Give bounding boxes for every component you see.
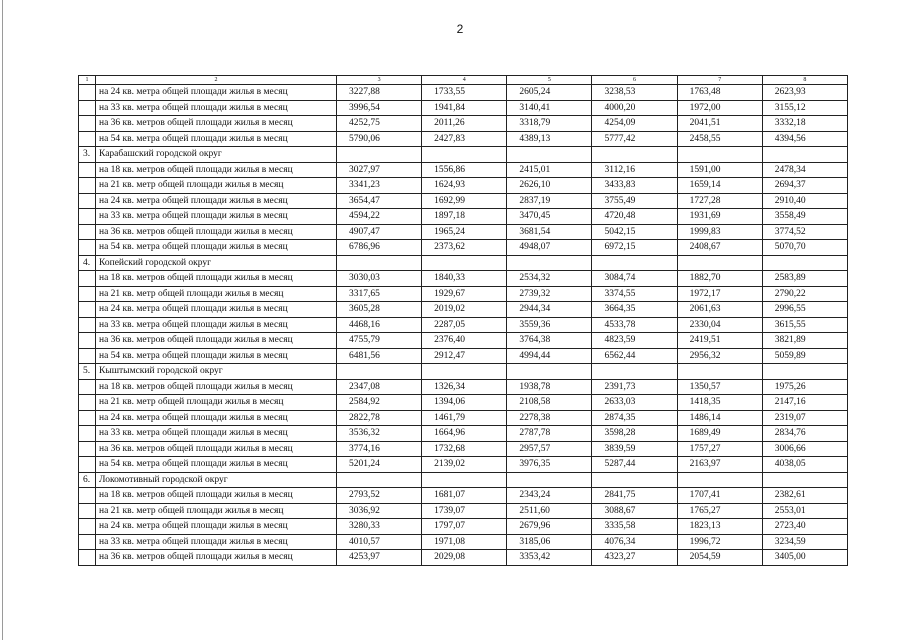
value-cell: 6562,44 — [592, 348, 677, 364]
row-number-cell — [79, 85, 96, 101]
section-title: Копейский городской округ — [96, 255, 337, 271]
value-cell: 2347,08 — [337, 379, 422, 395]
value-cell: 5059,89 — [762, 348, 847, 364]
empty-cell — [592, 147, 677, 163]
value-cell: 2694,37 — [762, 178, 847, 194]
value-cell: 2822,78 — [337, 410, 422, 426]
value-cell: 1823,13 — [677, 519, 762, 535]
value-cell: 2376,40 — [422, 333, 507, 349]
column-number-cell: 5 — [507, 76, 592, 85]
row-number-cell — [79, 550, 96, 566]
row-label: на 18 кв. метров общей площади жилья в месяц — [96, 488, 337, 504]
value-cell: 5790,06 — [337, 131, 422, 147]
empty-cell — [337, 255, 422, 271]
row-label: на 33 кв. метра общей площади жилья в месяц — [96, 317, 337, 333]
table-row — [79, 550, 848, 566]
value-cell: 4323,27 — [592, 550, 677, 566]
row-label: на 54 кв. метра общей площади жилья в месяц — [96, 131, 337, 147]
row-label: на 21 кв. метр общей площади жилья в месяц — [96, 395, 337, 411]
row-label: на 21 кв. метр общей площади жилья в месяц — [96, 286, 337, 302]
value-cell: 2723,40 — [762, 519, 847, 535]
table-row — [79, 379, 848, 395]
value-cell: 1941,84 — [422, 100, 507, 116]
empty-cell — [762, 147, 847, 163]
row-number-cell — [79, 240, 96, 256]
table-row — [79, 85, 848, 101]
row-number-cell — [79, 224, 96, 240]
row-label: на 54 кв. метра общей площади жилья в месяц — [96, 457, 337, 473]
row-number-cell — [79, 162, 96, 178]
column-number-cell: 2 — [96, 76, 337, 85]
value-cell: 3112,16 — [592, 162, 677, 178]
empty-cell — [337, 147, 422, 163]
row-number-cell — [79, 286, 96, 302]
row-number-cell — [79, 333, 96, 349]
row-number-cell — [79, 131, 96, 147]
value-cell: 3605,28 — [337, 302, 422, 318]
row-number-cell — [79, 178, 96, 194]
row-number-cell — [79, 534, 96, 550]
empty-cell — [677, 364, 762, 380]
value-cell: 3088,67 — [592, 503, 677, 519]
value-cell: 3433,83 — [592, 178, 677, 194]
column-number-header — [79, 76, 848, 85]
value-cell: 1659,14 — [677, 178, 762, 194]
row-label: на 24 кв. метра общей площади жилья в месяц — [96, 193, 337, 209]
value-cell: 1681,07 — [422, 488, 507, 504]
row-number-cell — [79, 100, 96, 116]
row-number-cell — [79, 426, 96, 442]
value-cell: 1882,70 — [677, 271, 762, 287]
value-cell: 5042,15 — [592, 224, 677, 240]
empty-cell — [592, 472, 677, 488]
row-label: на 36 кв. метров общей площади жилья в месяц — [96, 441, 337, 457]
table-row — [79, 224, 848, 240]
value-cell: 4010,57 — [337, 534, 422, 550]
value-cell: 2834,76 — [762, 426, 847, 442]
row-label: на 24 кв. метра общей площади жилья в месяц — [96, 302, 337, 318]
value-cell: 2319,07 — [762, 410, 847, 426]
value-cell: 3559,36 — [507, 317, 592, 333]
empty-cell — [507, 364, 592, 380]
row-number-cell — [79, 379, 96, 395]
row-number-cell — [79, 441, 96, 457]
row-number-cell — [79, 457, 96, 473]
value-cell: 2739,32 — [507, 286, 592, 302]
value-cell: 1929,67 — [422, 286, 507, 302]
value-cell: 3681,54 — [507, 224, 592, 240]
value-cell: 1797,07 — [422, 519, 507, 535]
value-cell: 2419,51 — [677, 333, 762, 349]
empty-cell — [422, 364, 507, 380]
row-label: на 33 кв. метра общей площади жилья в месяц — [96, 209, 337, 225]
empty-cell — [422, 147, 507, 163]
row-label: на 18 кв. метров общей площади жилья в месяц — [96, 379, 337, 395]
empty-cell — [507, 472, 592, 488]
value-cell: 6972,15 — [592, 240, 677, 256]
row-label: на 33 кв. метра общей площади жилья в месяц — [96, 534, 337, 550]
value-cell: 2408,67 — [677, 240, 762, 256]
value-cell: 2415,01 — [507, 162, 592, 178]
section-title: Локомотивный городской округ — [96, 472, 337, 488]
value-cell: 2957,57 — [507, 441, 592, 457]
column-number-cell: 6 — [592, 76, 677, 85]
value-cell: 4038,05 — [762, 457, 847, 473]
value-cell: 3755,49 — [592, 193, 677, 209]
value-cell: 3280,33 — [337, 519, 422, 535]
value-cell: 2910,40 — [762, 193, 847, 209]
table-row — [79, 317, 848, 333]
row-label: на 36 кв. метров общей площади жилья в месяц — [96, 224, 337, 240]
value-cell: 5201,24 — [337, 457, 422, 473]
section-title: Карабашский городской округ — [96, 147, 337, 163]
table-row — [79, 193, 848, 209]
value-cell: 3036,92 — [337, 503, 422, 519]
value-cell: 2139,02 — [422, 457, 507, 473]
row-label: на 36 кв. метров общей площади жилья в месяц — [96, 116, 337, 132]
row-number-cell — [79, 348, 96, 364]
row-number-cell — [79, 116, 96, 132]
value-cell: 2583,89 — [762, 271, 847, 287]
value-cell: 1461,79 — [422, 410, 507, 426]
value-cell: 2553,01 — [762, 503, 847, 519]
value-cell: 2287,05 — [422, 317, 507, 333]
value-cell: 3374,55 — [592, 286, 677, 302]
empty-cell — [337, 472, 422, 488]
row-label: на 24 кв. метра общей площади жилья в месяц — [96, 519, 337, 535]
value-cell: 1765,27 — [677, 503, 762, 519]
value-cell: 2019,02 — [422, 302, 507, 318]
value-cell: 3558,49 — [762, 209, 847, 225]
value-cell: 2041,51 — [677, 116, 762, 132]
row-label: на 24 кв. метра общей площади жилья в месяц — [96, 410, 337, 426]
value-cell: 3006,66 — [762, 441, 847, 457]
value-cell: 3764,38 — [507, 333, 592, 349]
empty-cell — [762, 255, 847, 271]
value-cell: 2278,38 — [507, 410, 592, 426]
value-cell: 2841,75 — [592, 488, 677, 504]
value-cell: 2478,34 — [762, 162, 847, 178]
value-cell: 1486,14 — [677, 410, 762, 426]
value-cell: 3664,35 — [592, 302, 677, 318]
value-cell: 1996,72 — [677, 534, 762, 550]
value-cell: 3185,06 — [507, 534, 592, 550]
value-cell: 3332,18 — [762, 116, 847, 132]
value-cell: 5070,70 — [762, 240, 847, 256]
value-cell: 3030,03 — [337, 271, 422, 287]
value-cell: 2584,92 — [337, 395, 422, 411]
table-row — [79, 426, 848, 442]
empty-cell — [762, 472, 847, 488]
section-row — [79, 364, 848, 380]
tariff-table — [78, 75, 848, 566]
value-cell: 4720,48 — [592, 209, 677, 225]
value-cell: 1689,49 — [677, 426, 762, 442]
empty-cell — [677, 147, 762, 163]
table-row — [79, 488, 848, 504]
value-cell: 2061,63 — [677, 302, 762, 318]
value-cell: 1975,26 — [762, 379, 847, 395]
value-cell: 4823,59 — [592, 333, 677, 349]
value-cell: 1763,48 — [677, 85, 762, 101]
value-cell: 4254,09 — [592, 116, 677, 132]
value-cell: 4394,56 — [762, 131, 847, 147]
value-cell: 3598,28 — [592, 426, 677, 442]
value-cell: 4755,79 — [337, 333, 422, 349]
value-cell: 3027,97 — [337, 162, 422, 178]
value-cell: 2343,24 — [507, 488, 592, 504]
value-cell: 3774,16 — [337, 441, 422, 457]
value-cell: 1326,34 — [422, 379, 507, 395]
row-label: на 21 кв. метр общей площади жилья в месяц — [96, 178, 337, 194]
section-number: 6. — [79, 472, 96, 488]
table-row — [79, 333, 848, 349]
row-number-cell — [79, 302, 96, 318]
value-cell: 1727,28 — [677, 193, 762, 209]
value-cell: 2511,60 — [507, 503, 592, 519]
table-row — [79, 286, 848, 302]
value-cell: 1556,86 — [422, 162, 507, 178]
empty-cell — [677, 472, 762, 488]
row-label: на 36 кв. метров общей площади жилья в месяц — [96, 550, 337, 566]
value-cell: 3234,59 — [762, 534, 847, 550]
value-cell: 4948,07 — [507, 240, 592, 256]
table-row — [79, 302, 848, 318]
empty-cell — [337, 364, 422, 380]
value-cell: 2458,55 — [677, 131, 762, 147]
table-row — [79, 209, 848, 225]
section-number: 3. — [79, 147, 96, 163]
value-cell: 5777,42 — [592, 131, 677, 147]
section-number: 5. — [79, 364, 96, 380]
row-label: на 21 кв. метр общей площади жилья в месяц — [96, 503, 337, 519]
table-row — [79, 271, 848, 287]
row-number-cell — [79, 519, 96, 535]
value-cell: 1707,41 — [677, 488, 762, 504]
value-cell: 3470,45 — [507, 209, 592, 225]
empty-cell — [507, 147, 592, 163]
value-cell: 2108,58 — [507, 395, 592, 411]
value-cell: 3976,35 — [507, 457, 592, 473]
value-cell: 5287,44 — [592, 457, 677, 473]
empty-cell — [422, 255, 507, 271]
value-cell: 4907,47 — [337, 224, 422, 240]
section-number: 4. — [79, 255, 96, 271]
value-cell: 1897,18 — [422, 209, 507, 225]
value-cell: 2330,04 — [677, 317, 762, 333]
row-number-cell — [79, 410, 96, 426]
column-number-cell: 3 — [337, 76, 422, 85]
tariff-table-body — [79, 76, 848, 566]
value-cell: 3536,32 — [337, 426, 422, 442]
table-row — [79, 100, 848, 116]
value-cell: 1840,33 — [422, 271, 507, 287]
value-cell: 2605,24 — [507, 85, 592, 101]
column-number-cell: 8 — [762, 76, 847, 85]
section-row — [79, 255, 848, 271]
value-cell: 3353,42 — [507, 550, 592, 566]
value-cell: 6786,96 — [337, 240, 422, 256]
row-number-cell — [79, 317, 96, 333]
value-cell: 1394,06 — [422, 395, 507, 411]
value-cell: 1692,99 — [422, 193, 507, 209]
value-cell: 1624,93 — [422, 178, 507, 194]
value-cell: 2633,03 — [592, 395, 677, 411]
value-cell: 4533,78 — [592, 317, 677, 333]
value-cell: 2790,22 — [762, 286, 847, 302]
value-cell: 2956,32 — [677, 348, 762, 364]
table-row — [79, 534, 848, 550]
table-row — [79, 116, 848, 132]
empty-cell — [592, 364, 677, 380]
row-label: на 54 кв. метра общей площади жилья в месяц — [96, 240, 337, 256]
value-cell: 4076,34 — [592, 534, 677, 550]
value-cell: 2996,55 — [762, 302, 847, 318]
value-cell: 4994,44 — [507, 348, 592, 364]
row-label: на 18 кв. метров общей площади жилья в месяц — [96, 162, 337, 178]
row-number-cell — [79, 193, 96, 209]
row-number-cell — [79, 503, 96, 519]
value-cell: 1938,78 — [507, 379, 592, 395]
value-cell: 3654,47 — [337, 193, 422, 209]
scan-left-edge — [2, 0, 3, 640]
value-cell: 2874,35 — [592, 410, 677, 426]
empty-cell — [592, 255, 677, 271]
row-label: на 36 кв. метров общей площади жилья в месяц — [96, 333, 337, 349]
value-cell: 2626,10 — [507, 178, 592, 194]
value-cell: 2054,59 — [677, 550, 762, 566]
value-cell: 1739,07 — [422, 503, 507, 519]
row-number-cell — [79, 209, 96, 225]
value-cell: 2163,97 — [677, 457, 762, 473]
value-cell: 2029,08 — [422, 550, 507, 566]
value-cell: 2427,83 — [422, 131, 507, 147]
table-row — [79, 240, 848, 256]
value-cell: 4594,22 — [337, 209, 422, 225]
value-cell: 3821,89 — [762, 333, 847, 349]
value-cell: 2147,16 — [762, 395, 847, 411]
row-label: на 24 кв. метра общей площади жилья в месяц — [96, 85, 337, 101]
value-cell: 4000,20 — [592, 100, 677, 116]
table-row — [79, 178, 848, 194]
row-label: на 18 кв. метров общей площади жилья в месяц — [96, 271, 337, 287]
empty-cell — [507, 255, 592, 271]
value-cell: 3317,65 — [337, 286, 422, 302]
value-cell: 2534,32 — [507, 271, 592, 287]
value-cell: 1664,96 — [422, 426, 507, 442]
value-cell: 2623,93 — [762, 85, 847, 101]
column-number-cell: 7 — [677, 76, 762, 85]
table-row — [79, 162, 848, 178]
value-cell: 3839,59 — [592, 441, 677, 457]
table-row — [79, 519, 848, 535]
page-number: 2 — [456, 22, 464, 36]
value-cell: 2373,62 — [422, 240, 507, 256]
value-cell: 2793,52 — [337, 488, 422, 504]
value-cell: 1733,55 — [422, 85, 507, 101]
empty-cell — [422, 472, 507, 488]
value-cell: 2011,26 — [422, 116, 507, 132]
value-cell: 3996,54 — [337, 100, 422, 116]
row-label: на 33 кв. метра общей площади жилья в месяц — [96, 100, 337, 116]
value-cell: 1972,00 — [677, 100, 762, 116]
value-cell: 3084,74 — [592, 271, 677, 287]
value-cell: 3155,12 — [762, 100, 847, 116]
table-row — [79, 131, 848, 147]
value-cell: 3238,53 — [592, 85, 677, 101]
value-cell: 4253,97 — [337, 550, 422, 566]
table-row — [79, 410, 848, 426]
row-number-cell — [79, 488, 96, 504]
value-cell: 1350,57 — [677, 379, 762, 395]
row-number-cell — [79, 271, 96, 287]
section-row — [79, 472, 848, 488]
value-cell: 2679,96 — [507, 519, 592, 535]
row-label: на 33 кв. метра общей площади жилья в месяц — [96, 426, 337, 442]
value-cell: 2391,73 — [592, 379, 677, 395]
value-cell: 3774,52 — [762, 224, 847, 240]
empty-cell — [677, 255, 762, 271]
table-row — [79, 348, 848, 364]
value-cell: 3335,58 — [592, 519, 677, 535]
table-row — [79, 441, 848, 457]
empty-cell — [762, 364, 847, 380]
value-cell: 1999,83 — [677, 224, 762, 240]
value-cell: 4468,16 — [337, 317, 422, 333]
section-title: Кыштымский городской округ — [96, 364, 337, 380]
value-cell: 2944,34 — [507, 302, 592, 318]
value-cell: 4389,13 — [507, 131, 592, 147]
value-cell: 1732,68 — [422, 441, 507, 457]
value-cell: 1965,24 — [422, 224, 507, 240]
table-row — [79, 503, 848, 519]
value-cell: 3405,00 — [762, 550, 847, 566]
value-cell: 3140,41 — [507, 100, 592, 116]
value-cell: 3615,55 — [762, 317, 847, 333]
value-cell: 1972,17 — [677, 286, 762, 302]
value-cell: 6481,56 — [337, 348, 422, 364]
column-number-cell: 1 — [79, 76, 96, 85]
value-cell: 3318,79 — [507, 116, 592, 132]
section-row — [79, 147, 848, 163]
table-row — [79, 395, 848, 411]
value-cell: 1418,35 — [677, 395, 762, 411]
value-cell: 2912,47 — [422, 348, 507, 364]
value-cell: 3341,23 — [337, 178, 422, 194]
row-number-cell — [79, 395, 96, 411]
value-cell: 1757,27 — [677, 441, 762, 457]
table-row — [79, 457, 848, 473]
value-cell: 2837,19 — [507, 193, 592, 209]
row-label: на 54 кв. метра общей площади жилья в месяц — [96, 348, 337, 364]
value-cell: 1931,69 — [677, 209, 762, 225]
value-cell: 1591,00 — [677, 162, 762, 178]
value-cell: 2382,61 — [762, 488, 847, 504]
value-cell: 4252,75 — [337, 116, 422, 132]
value-cell: 2787,78 — [507, 426, 592, 442]
column-number-cell: 4 — [422, 76, 507, 85]
value-cell: 3227,88 — [337, 85, 422, 101]
value-cell: 1971,08 — [422, 534, 507, 550]
